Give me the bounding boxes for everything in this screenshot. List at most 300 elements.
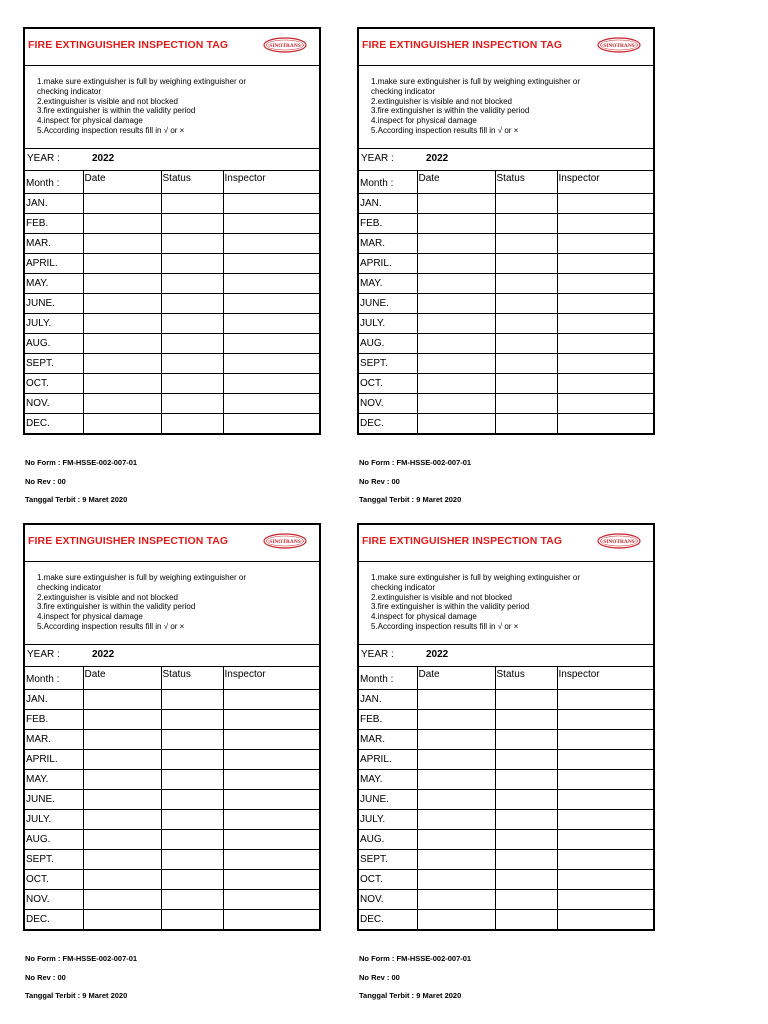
table-row <box>359 829 653 849</box>
status-cell[interactable] <box>495 749 557 769</box>
instruction-line: 3.fire extinguisher is within the validity period <box>37 602 196 612</box>
inspector-cell[interactable] <box>557 689 653 709</box>
table-row <box>25 849 319 869</box>
date-cell[interactable] <box>83 293 161 313</box>
status-cell[interactable] <box>495 253 557 273</box>
inspector-cell[interactable] <box>223 313 319 333</box>
month-cell: FEB. <box>359 709 417 729</box>
month-cell: OCT. <box>359 373 417 393</box>
date-cell[interactable] <box>417 769 495 789</box>
tag-card <box>357 523 655 931</box>
sinotrans-logo-icon <box>263 533 307 549</box>
date-cell[interactable] <box>417 789 495 809</box>
table-row <box>25 869 319 889</box>
table-row <box>25 373 319 393</box>
column-header: Month : <box>25 171 83 193</box>
inspector-cell[interactable] <box>557 253 653 273</box>
status-cell[interactable] <box>161 709 223 729</box>
date-cell[interactable] <box>83 809 161 829</box>
date-cell[interactable] <box>83 849 161 869</box>
instructions <box>25 562 319 645</box>
inspector-cell[interactable] <box>557 393 653 413</box>
tag-header <box>359 29 653 66</box>
month-cell: SEPT. <box>25 849 83 869</box>
status-cell[interactable] <box>495 393 557 413</box>
tag-header <box>359 525 653 562</box>
tag-header <box>25 29 319 66</box>
sinotrans-logo-icon <box>263 37 307 53</box>
tag-card <box>357 27 655 435</box>
inspector-cell[interactable] <box>557 849 653 869</box>
instruction-line: 5.According inspection results fill in √ or × <box>371 125 519 135</box>
month-cell: AUG. <box>359 829 417 849</box>
table-row <box>359 749 653 769</box>
month-cell: JULY. <box>25 809 83 829</box>
year-label: YEAR : <box>27 649 60 660</box>
table-row <box>359 769 653 789</box>
month-cell: OCT. <box>25 373 83 393</box>
column-header: Month : <box>25 667 83 689</box>
inspector-cell[interactable] <box>557 233 653 253</box>
date-cell[interactable] <box>417 313 495 333</box>
table-row <box>359 193 653 213</box>
table-row <box>359 413 653 433</box>
month-cell: NOV. <box>25 889 83 909</box>
date-cell[interactable] <box>417 413 495 433</box>
instructions <box>25 66 319 149</box>
inspector-cell[interactable] <box>223 909 319 929</box>
table-row <box>359 213 653 233</box>
date-cell[interactable] <box>83 273 161 293</box>
year-row <box>25 149 319 171</box>
inspector-cell[interactable] <box>557 373 653 393</box>
date-cell[interactable] <box>417 889 495 909</box>
inspector-cell[interactable] <box>223 829 319 849</box>
status-cell[interactable] <box>495 849 557 869</box>
table-row <box>25 293 319 313</box>
inspector-cell[interactable] <box>557 829 653 849</box>
inspector-cell[interactable] <box>557 909 653 929</box>
inspector-cell[interactable] <box>223 253 319 273</box>
month-cell: NOV. <box>25 393 83 413</box>
date-cell[interactable] <box>417 333 495 353</box>
inspector-cell[interactable] <box>557 213 653 233</box>
column-header: Inspector <box>223 667 319 689</box>
instruction-line: checking indicator <box>37 582 102 592</box>
date-cell[interactable] <box>417 233 495 253</box>
status-cell[interactable] <box>495 889 557 909</box>
inspector-cell[interactable] <box>223 353 319 373</box>
instruction-line: 4.inspect for physical damage <box>37 116 143 126</box>
status-cell[interactable] <box>495 313 557 333</box>
issue-date: Tanggal Terbit : 9 Maret 2020 <box>359 991 462 1000</box>
date-cell[interactable] <box>417 909 495 929</box>
logo-text: SINOTRANS <box>603 538 635 545</box>
month-cell: APRIL. <box>359 749 417 769</box>
instruction-line: 5.According inspection results fill in √ or × <box>37 621 185 631</box>
year-label: YEAR : <box>27 153 60 164</box>
column-header: Date <box>83 667 161 689</box>
inspector-cell[interactable] <box>557 353 653 373</box>
status-cell[interactable] <box>495 213 557 233</box>
status-cell[interactable] <box>495 829 557 849</box>
date-cell[interactable] <box>83 413 161 433</box>
table-header-row <box>25 171 319 193</box>
status-cell[interactable] <box>161 393 223 413</box>
date-cell[interactable] <box>83 353 161 373</box>
status-cell[interactable] <box>495 709 557 729</box>
tag-title: FIRE EXTINGUISHER INSPECTION TAG <box>362 39 563 51</box>
date-cell[interactable] <box>83 689 161 709</box>
month-cell: JAN. <box>359 193 417 213</box>
status-cell[interactable] <box>161 689 223 709</box>
inspector-cell[interactable] <box>557 273 653 293</box>
status-cell[interactable] <box>161 373 223 393</box>
status-cell[interactable] <box>161 889 223 909</box>
inspector-cell[interactable] <box>223 749 319 769</box>
table-row <box>359 333 653 353</box>
status-cell[interactable] <box>161 273 223 293</box>
table-row <box>25 709 319 729</box>
month-cell: JUNE. <box>25 789 83 809</box>
date-cell[interactable] <box>417 273 495 293</box>
instruction-line: 4.inspect for physical damage <box>37 612 143 622</box>
status-cell[interactable] <box>161 829 223 849</box>
inspector-cell[interactable] <box>557 789 653 809</box>
status-cell[interactable] <box>495 333 557 353</box>
inspector-cell[interactable] <box>557 809 653 829</box>
inspector-cell[interactable] <box>223 413 319 433</box>
table-row <box>359 393 653 413</box>
month-cell: JULY. <box>25 313 83 333</box>
date-cell[interactable] <box>83 889 161 909</box>
year-value: 2022 <box>426 153 449 164</box>
inspector-cell[interactable] <box>223 213 319 233</box>
revision-number: No Rev : 00 <box>359 973 400 982</box>
table-header-row <box>25 667 319 689</box>
inspector-cell[interactable] <box>223 373 319 393</box>
column-header: Status <box>161 171 223 193</box>
tag-card <box>23 523 321 931</box>
sinotrans-logo-icon <box>597 533 641 549</box>
table-row <box>359 869 653 889</box>
status-cell[interactable] <box>495 233 557 253</box>
instruction-line: 2.extinguisher is visible and not blocked <box>371 592 512 602</box>
status-cell[interactable] <box>495 353 557 373</box>
form-number: No Form : FM-HSSE-002-007-01 <box>359 954 472 963</box>
inspector-cell[interactable] <box>557 889 653 909</box>
tag-title: FIRE EXTINGUISHER INSPECTION TAG <box>28 39 229 51</box>
date-cell[interactable] <box>417 709 495 729</box>
date-cell[interactable] <box>417 729 495 749</box>
tag-title: FIRE EXTINGUISHER INSPECTION TAG <box>28 535 229 547</box>
date-cell[interactable] <box>83 193 161 213</box>
issue-date: Tanggal Terbit : 9 Maret 2020 <box>25 495 128 504</box>
form-number: No Form : FM-HSSE-002-007-01 <box>25 954 138 963</box>
month-cell: DEC. <box>25 413 83 433</box>
table-row <box>25 253 319 273</box>
month-cell: AUG. <box>359 333 417 353</box>
month-cell: JAN. <box>25 193 83 213</box>
status-cell[interactable] <box>161 769 223 789</box>
status-cell[interactable] <box>161 253 223 273</box>
instruction-line: checking indicator <box>37 86 102 96</box>
year-value: 2022 <box>92 153 115 164</box>
status-cell[interactable] <box>495 769 557 789</box>
month-cell: MAY. <box>359 769 417 789</box>
column-header: Inspector <box>557 171 653 193</box>
date-cell[interactable] <box>417 193 495 213</box>
inspector-cell[interactable] <box>223 293 319 313</box>
month-cell: SEPT. <box>25 353 83 373</box>
status-cell[interactable] <box>161 909 223 929</box>
status-cell[interactable] <box>161 293 223 313</box>
status-cell[interactable] <box>495 193 557 213</box>
date-cell[interactable] <box>83 373 161 393</box>
table-row <box>359 889 653 909</box>
status-cell[interactable] <box>495 869 557 889</box>
instruction-line: 2.extinguisher is visible and not blocked <box>37 96 178 106</box>
status-cell[interactable] <box>161 869 223 889</box>
date-cell[interactable] <box>417 393 495 413</box>
date-cell[interactable] <box>417 689 495 709</box>
month-cell: FEB. <box>25 709 83 729</box>
inspector-cell[interactable] <box>223 849 319 869</box>
status-cell[interactable] <box>495 809 557 829</box>
instruction-line: 4.inspect for physical damage <box>371 612 477 622</box>
month-cell: AUG. <box>25 333 83 353</box>
date-cell[interactable] <box>417 293 495 313</box>
date-cell[interactable] <box>83 769 161 789</box>
date-cell[interactable] <box>417 809 495 829</box>
revision-number: No Rev : 00 <box>359 477 400 486</box>
month-cell: DEC. <box>359 909 417 929</box>
year-value: 2022 <box>92 649 115 660</box>
inspector-cell[interactable] <box>223 809 319 829</box>
date-cell[interactable] <box>83 333 161 353</box>
table-row <box>25 729 319 749</box>
table-row <box>359 809 653 829</box>
date-cell[interactable] <box>417 869 495 889</box>
inspector-cell[interactable] <box>223 393 319 413</box>
status-cell[interactable] <box>495 909 557 929</box>
inspector-cell[interactable] <box>557 193 653 213</box>
status-cell[interactable] <box>161 213 223 233</box>
inspector-cell[interactable] <box>223 689 319 709</box>
table-row <box>25 829 319 849</box>
table-row <box>25 213 319 233</box>
status-cell[interactable] <box>495 789 557 809</box>
instruction-line: 1.make sure extinguisher is full by weighing extinguisher or <box>371 573 580 582</box>
status-cell[interactable] <box>161 193 223 213</box>
table-row <box>25 273 319 293</box>
status-cell[interactable] <box>495 729 557 749</box>
column-header: Status <box>495 667 557 689</box>
table-row <box>359 709 653 729</box>
logo-text: SINOTRANS <box>269 42 301 49</box>
inspector-cell[interactable] <box>223 273 319 293</box>
column-header: Inspector <box>223 171 319 193</box>
table-row <box>359 233 653 253</box>
instruction-line: 3.fire extinguisher is within the validity period <box>37 106 196 116</box>
month-cell: JULY. <box>359 809 417 829</box>
inspector-cell[interactable] <box>223 869 319 889</box>
table-row <box>25 193 319 213</box>
month-cell: JAN. <box>25 689 83 709</box>
status-cell[interactable] <box>495 689 557 709</box>
table-row <box>25 233 319 253</box>
date-cell[interactable] <box>83 213 161 233</box>
status-cell[interactable] <box>161 849 223 869</box>
table-row <box>359 909 653 929</box>
sinotrans-logo-icon <box>597 37 641 53</box>
revision-number: No Rev : 00 <box>25 973 66 982</box>
instruction-line: 1.make sure extinguisher is full by weighing extinguisher or <box>37 77 246 86</box>
month-cell: MAY. <box>359 273 417 293</box>
instruction-line: checking indicator <box>371 86 436 96</box>
inspector-cell[interactable] <box>557 769 653 789</box>
inspection-table <box>25 667 319 929</box>
date-cell[interactable] <box>417 253 495 273</box>
column-header: Date <box>417 667 495 689</box>
inspector-cell[interactable] <box>223 729 319 749</box>
year-label: YEAR : <box>361 649 394 660</box>
inspector-cell[interactable] <box>557 313 653 333</box>
inspector-cell[interactable] <box>557 709 653 729</box>
date-cell[interactable] <box>417 749 495 769</box>
instruction-line: 3.fire extinguisher is within the validity period <box>371 106 530 116</box>
table-row <box>25 909 319 929</box>
status-cell[interactable] <box>161 749 223 769</box>
month-cell: OCT. <box>359 869 417 889</box>
inspector-cell[interactable] <box>557 333 653 353</box>
inspector-cell[interactable] <box>223 233 319 253</box>
inspector-cell[interactable] <box>223 769 319 789</box>
inspection-tag-1 <box>23 27 321 504</box>
month-cell: JULY. <box>359 313 417 333</box>
inspector-cell[interactable] <box>557 413 653 433</box>
month-cell: MAR. <box>359 729 417 749</box>
month-cell: DEC. <box>25 909 83 929</box>
table-row <box>359 293 653 313</box>
instruction-line: 1.make sure extinguisher is full by weighing extinguisher or <box>371 77 580 86</box>
date-cell[interactable] <box>83 709 161 729</box>
month-cell: DEC. <box>359 413 417 433</box>
month-cell: APRIL. <box>25 749 83 769</box>
date-cell[interactable] <box>83 869 161 889</box>
inspector-cell[interactable] <box>223 333 319 353</box>
year-value: 2022 <box>426 649 449 660</box>
inspection-tag-2 <box>357 27 655 504</box>
table-header-row <box>359 667 653 689</box>
inspection-table <box>359 171 653 433</box>
status-cell[interactable] <box>161 353 223 373</box>
instructions <box>359 562 653 645</box>
status-cell[interactable] <box>161 233 223 253</box>
month-cell: SEPT. <box>359 353 417 373</box>
status-cell[interactable] <box>161 333 223 353</box>
instruction-line: 2.extinguisher is visible and not blocked <box>37 592 178 602</box>
month-cell: NOV. <box>359 393 417 413</box>
revision-number: No Rev : 00 <box>25 477 66 486</box>
status-cell[interactable] <box>161 313 223 333</box>
date-cell[interactable] <box>83 729 161 749</box>
table-row <box>25 809 319 829</box>
date-cell[interactable] <box>417 213 495 233</box>
status-cell[interactable] <box>161 729 223 749</box>
instruction-line: 5.According inspection results fill in √ or × <box>371 621 519 631</box>
inspection-table <box>359 667 653 929</box>
status-cell[interactable] <box>495 293 557 313</box>
table-header-row <box>359 171 653 193</box>
month-cell: FEB. <box>359 213 417 233</box>
status-cell[interactable] <box>495 273 557 293</box>
date-cell[interactable] <box>417 353 495 373</box>
inspector-cell[interactable] <box>223 789 319 809</box>
table-row <box>25 413 319 433</box>
date-cell[interactable] <box>83 233 161 253</box>
year-row <box>359 645 653 667</box>
table-row <box>25 353 319 373</box>
status-cell[interactable] <box>495 413 557 433</box>
date-cell[interactable] <box>83 909 161 929</box>
tag-title: FIRE EXTINGUISHER INSPECTION TAG <box>362 535 563 547</box>
date-cell[interactable] <box>83 749 161 769</box>
date-cell[interactable] <box>83 829 161 849</box>
logo-text: SINOTRANS <box>269 538 301 545</box>
date-cell[interactable] <box>417 829 495 849</box>
date-cell[interactable] <box>83 313 161 333</box>
inspector-cell[interactable] <box>223 193 319 213</box>
status-cell[interactable] <box>161 809 223 829</box>
inspection-tag-4 <box>357 523 655 1000</box>
date-cell[interactable] <box>417 849 495 869</box>
status-cell[interactable] <box>161 789 223 809</box>
inspector-cell[interactable] <box>557 749 653 769</box>
month-cell: APRIL. <box>359 253 417 273</box>
date-cell[interactable] <box>83 253 161 273</box>
tag-header <box>25 525 319 562</box>
inspector-cell[interactable] <box>557 869 653 889</box>
inspector-cell[interactable] <box>223 889 319 909</box>
table-row <box>25 333 319 353</box>
table-row <box>359 689 653 709</box>
table-row <box>25 393 319 413</box>
date-cell[interactable] <box>83 789 161 809</box>
instruction-line: 3.fire extinguisher is within the validity period <box>371 602 530 612</box>
inspector-cell[interactable] <box>557 729 653 749</box>
status-cell[interactable] <box>495 373 557 393</box>
table-row <box>359 253 653 273</box>
instruction-line: 1.make sure extinguisher is full by weighing extinguisher or <box>37 573 246 582</box>
date-cell[interactable] <box>83 393 161 413</box>
inspection-table <box>25 171 319 433</box>
status-cell[interactable] <box>161 413 223 433</box>
instruction-line: 5.According inspection results fill in √ or × <box>37 125 185 135</box>
month-cell: MAR. <box>25 729 83 749</box>
column-header: Status <box>161 667 223 689</box>
date-cell[interactable] <box>417 373 495 393</box>
table-row <box>359 373 653 393</box>
column-header: Month : <box>359 667 417 689</box>
table-row <box>25 889 319 909</box>
issue-date: Tanggal Terbit : 9 Maret 2020 <box>25 991 128 1000</box>
year-row <box>359 149 653 171</box>
inspector-cell[interactable] <box>223 709 319 729</box>
inspector-cell[interactable] <box>557 293 653 313</box>
table-row <box>25 749 319 769</box>
table-row <box>25 313 319 333</box>
